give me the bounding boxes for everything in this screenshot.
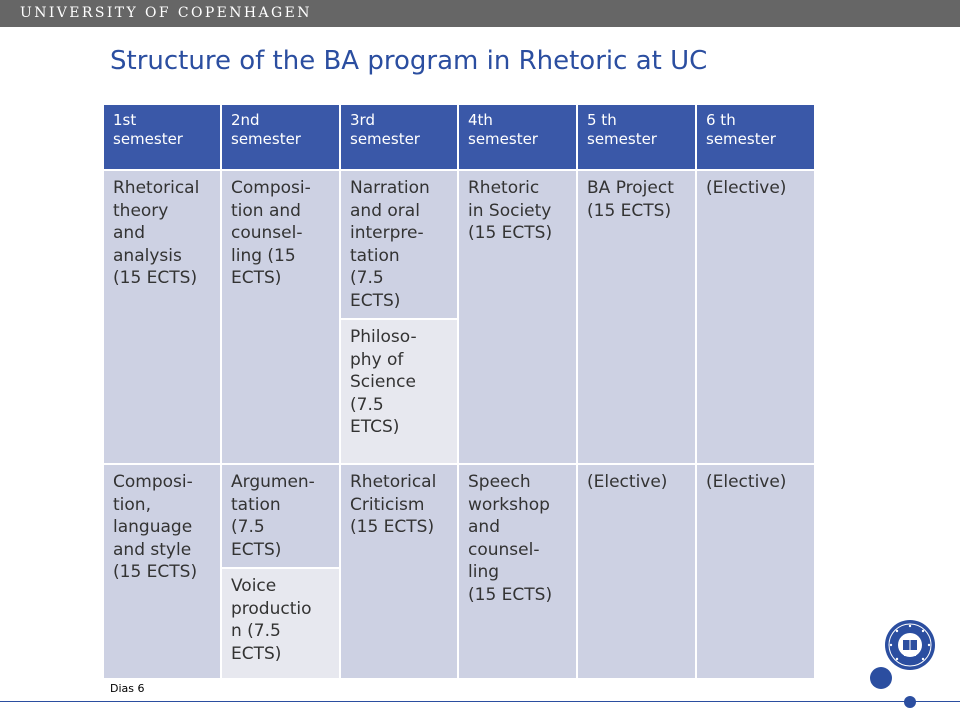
course-cell: BA Project (15 ECTS) [577, 170, 696, 464]
course-cell: Rhetorical Criticism (15 ECTS) [340, 464, 458, 679]
header-semester-5: 5 th semester [577, 104, 696, 170]
slide-number: Dias 6 [110, 682, 145, 695]
top-bar [0, 0, 960, 27]
institution-name: UNIVERSITY OF COPENHAGEN [20, 5, 312, 21]
course-cell: (Elective) [577, 464, 696, 679]
course-cell: Speech workshop and counsel- ling (15 ECTS) [458, 464, 577, 679]
course-row-1a [103, 170, 815, 319]
header-semester-6: 6 th semester [696, 104, 815, 170]
course-cell: (Elective) [696, 170, 815, 464]
header-semester-1: 1st semester [103, 104, 221, 170]
course-cell: Rhetorical theory and analysis (15 ECTS) [103, 170, 221, 464]
semester-header-row [103, 104, 815, 170]
university-seal-icon [884, 619, 936, 671]
header-semester-3: 3rd semester [340, 104, 458, 170]
program-structure-table [102, 103, 816, 680]
course-cell: Voice productio n (7.5 ECTS) [221, 568, 340, 679]
decorative-dot-small [904, 696, 916, 708]
course-row-2a [103, 464, 815, 568]
header-semester-4: 4th semester [458, 104, 577, 170]
decorative-dot-large [870, 667, 892, 689]
course-cell: (Elective) [696, 464, 815, 679]
course-cell: Composi- tion and counsel- ling (15 ECTS) [221, 170, 340, 464]
header-semester-2: 2nd semester [221, 104, 340, 170]
course-cell: Philoso- phy of Science (7.5 ETCS) [340, 319, 458, 464]
course-cell: Narration and oral interpre- tation (7.5 ECTS) [340, 170, 458, 319]
course-cell: Argumen- tation (7.5 ECTS) [221, 464, 340, 568]
slide-title: Structure of the BA program in Rhetoric at UC [110, 46, 708, 76]
bottom-divider [0, 701, 960, 702]
course-cell: Composi- tion, language and style (15 ECTS) [103, 464, 221, 679]
course-cell: Rhetoric in Society (15 ECTS) [458, 170, 577, 464]
